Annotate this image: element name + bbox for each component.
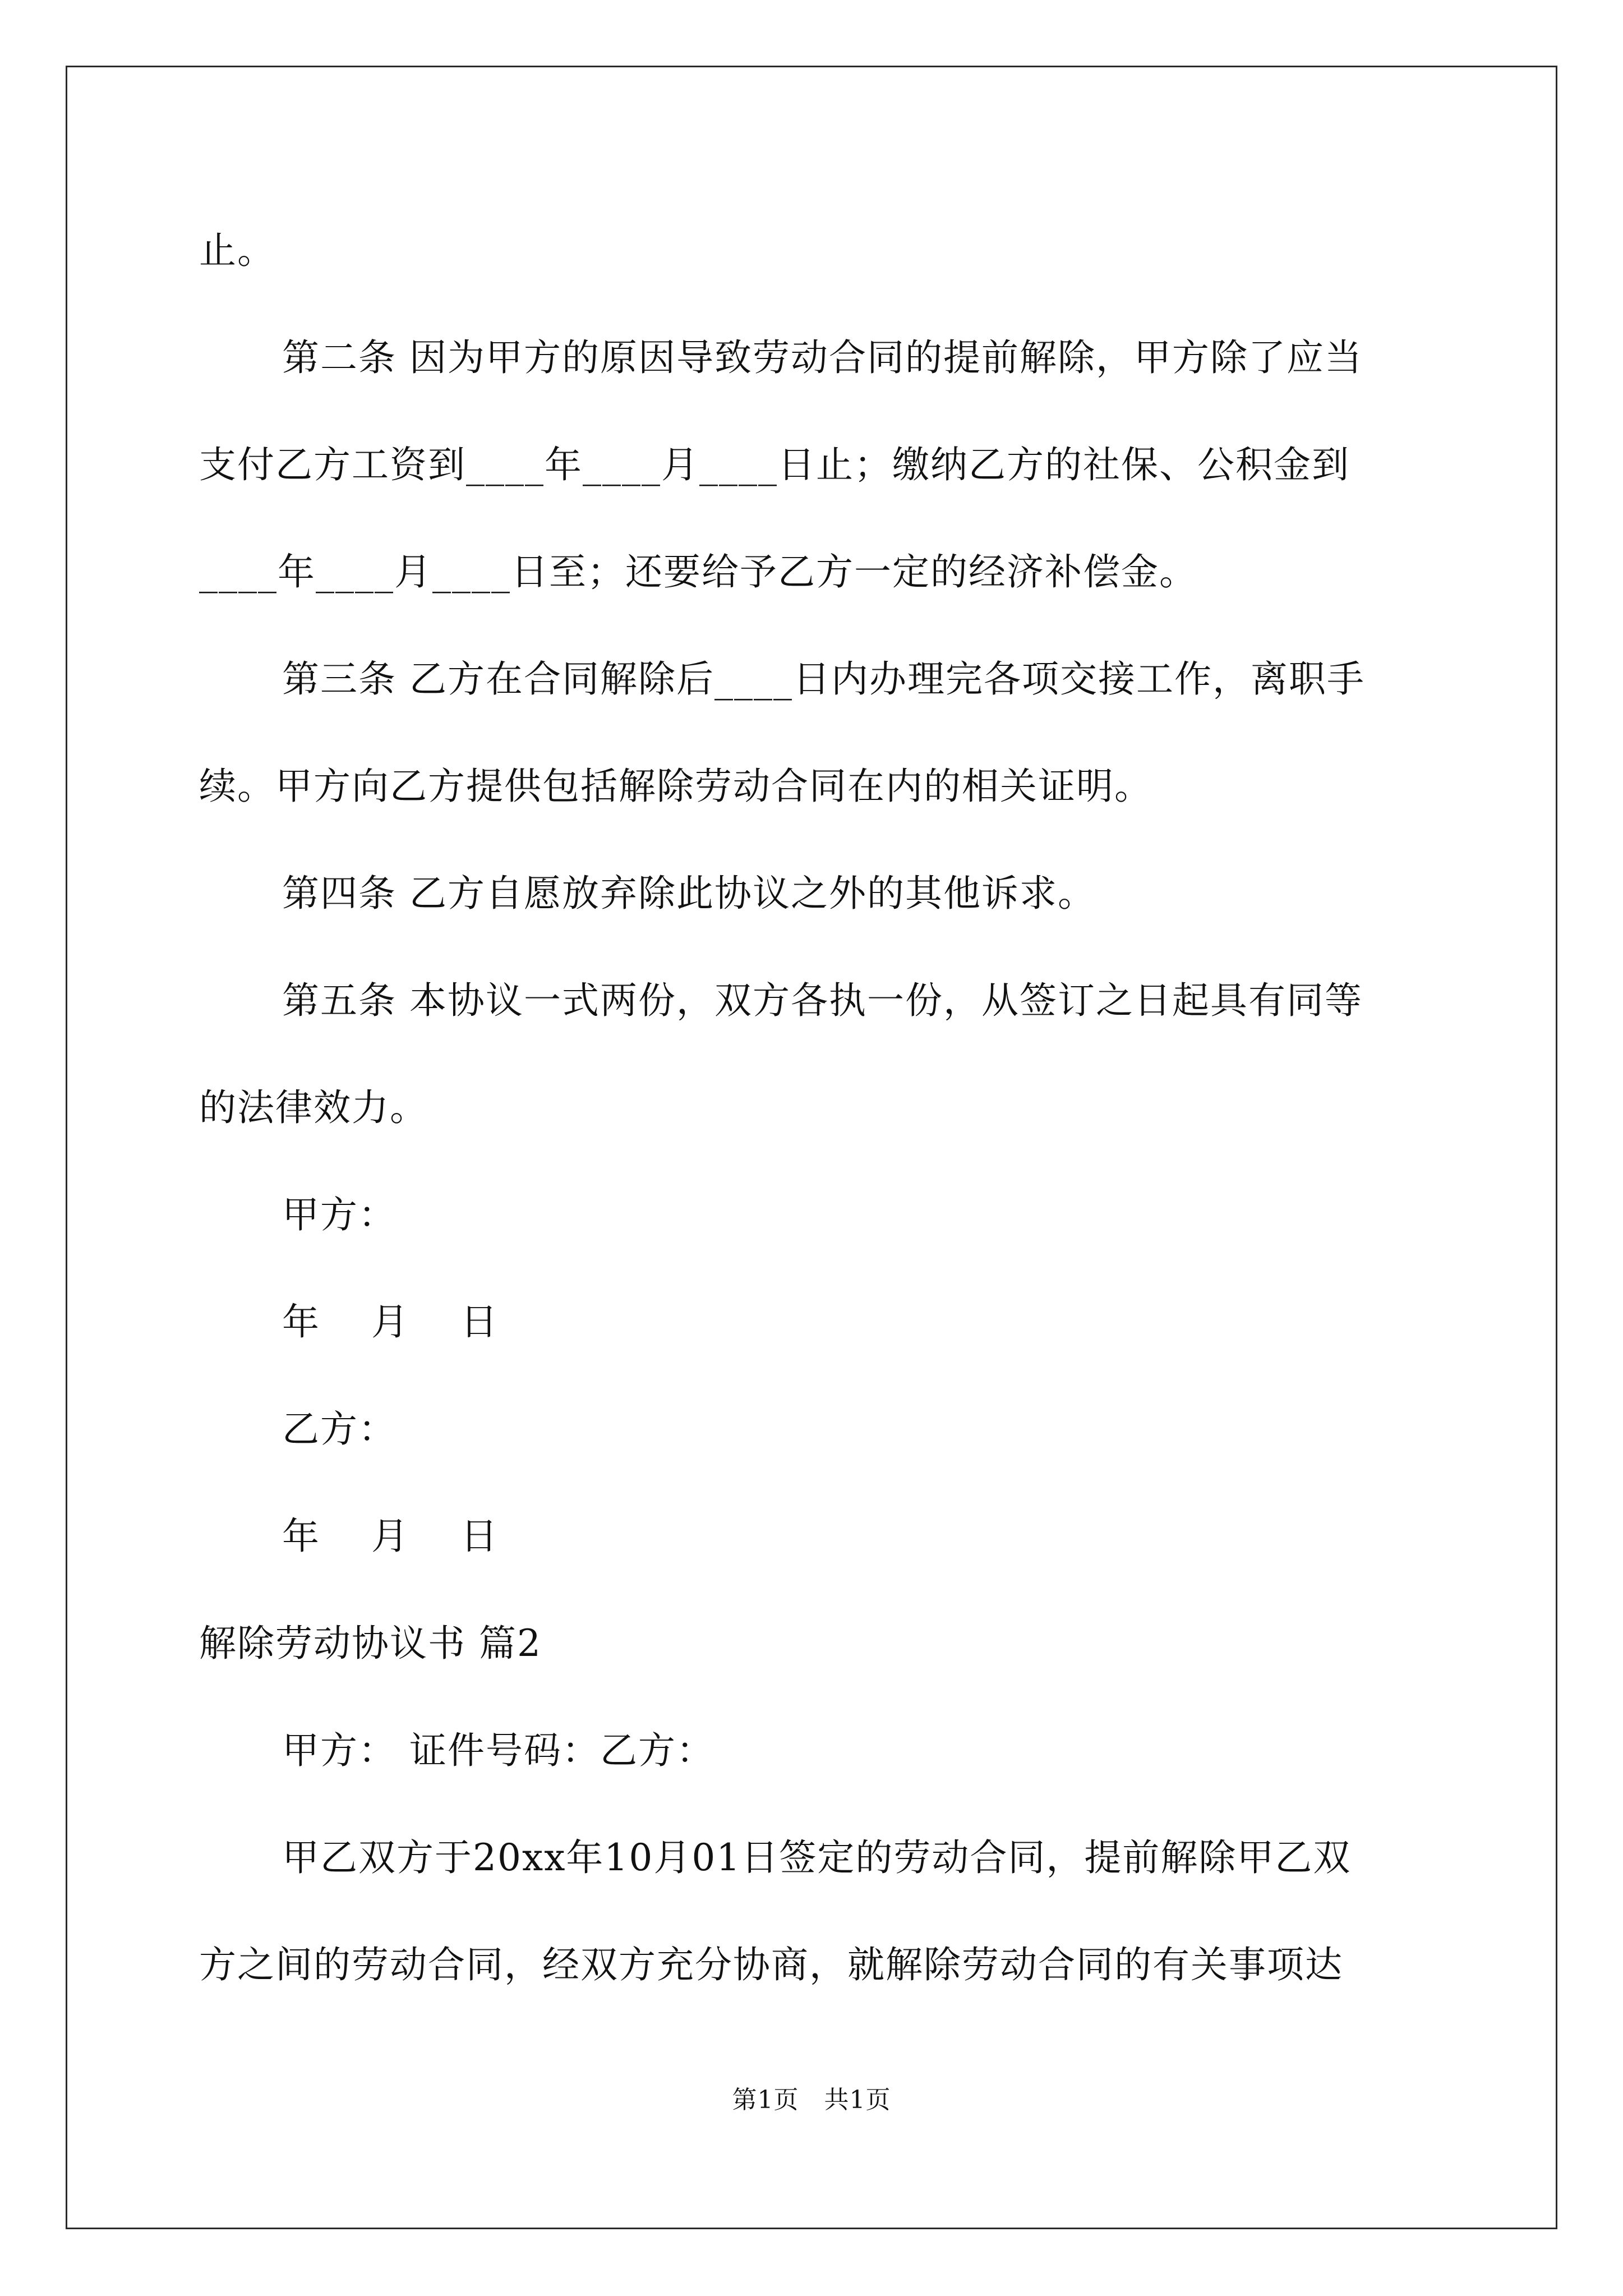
party-b-label: 乙方：: [282, 1407, 396, 1451]
parties-line: 甲方： 证件号码：乙方：: [282, 1729, 714, 1772]
article-5-line-2: 的法律效力。: [199, 1086, 428, 1129]
article-2-line-3: ____年____月____日至；还要给予乙方一定的经济补偿金。: [199, 550, 1197, 593]
article-5-line-1: 第五条 本协议一式两份，双方各执一份，从签订之日起具有同等: [282, 979, 1363, 1022]
article-3-line-1: 第三条 乙方在合同解除后____日内办理完各项交接工作，离职手: [282, 657, 1365, 701]
body-line-1: 甲乙双方于20xx年10月01日签定的劳动合同，提前解除甲乙双: [282, 1836, 1352, 1879]
page-border: [66, 66, 1557, 2229]
section-heading: 解除劳动协议书 篇2: [199, 1622, 542, 1665]
article-2-line-1: 第二条 因为甲方的原因导致劳动合同的提前解除，甲方除了应当: [282, 336, 1363, 379]
article-3-line-2: 续。甲方向乙方提供包括解除劳动合同在内的相关证明。: [199, 765, 1152, 808]
party-a-label: 甲方：: [282, 1193, 396, 1236]
text-line-1: 止。: [199, 229, 275, 272]
page-number-footer: 第1页 共1页: [732, 2086, 891, 2114]
article-4-line-1: 第四条 乙方自愿放弃除此协议之外的其他诉求。: [282, 872, 1096, 915]
article-2-line-2: 支付乙方工资到____年____月____日止；缴纳乙方的社保、公积金到: [199, 443, 1350, 486]
party-b-date: 年 月 日: [282, 1515, 499, 1558]
body-line-2: 方之间的劳动合同，经双方充分协商，就解除劳动合同的有关事项达: [199, 1943, 1343, 1986]
party-a-date: 年 月 日: [282, 1300, 499, 1343]
